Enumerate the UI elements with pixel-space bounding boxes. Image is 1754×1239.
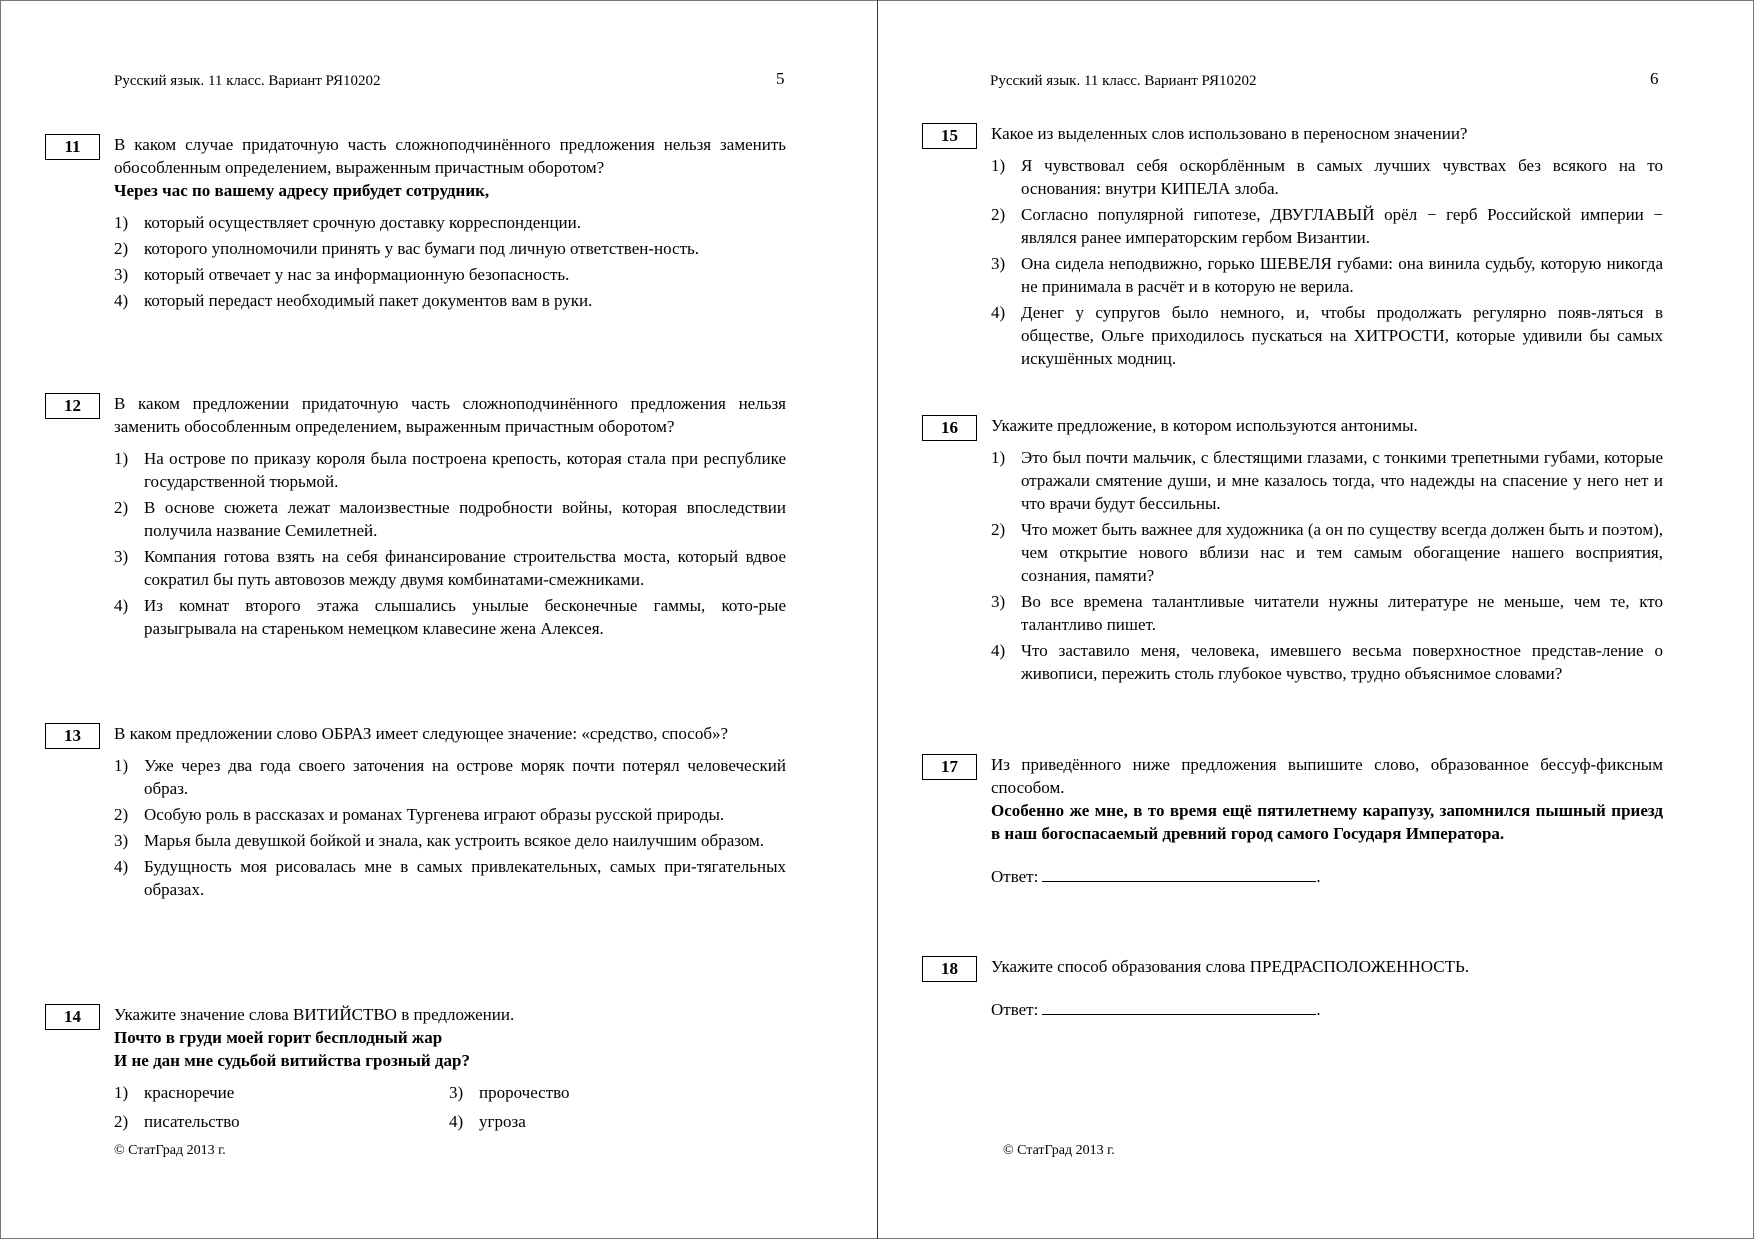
answer-row: Ответ: . (991, 867, 1321, 886)
task-question: В каком предложении слово ОБРАЗ имеет следующее значение: «средство, способ»? (114, 724, 729, 743)
task-number: 18 (922, 956, 977, 982)
page-number: 5 (776, 69, 785, 88)
task-number: 11 (45, 134, 100, 160)
option: 3) который отвечает у нас за информационную безопасность. (114, 265, 570, 284)
answer-row: Ответ: . (991, 1000, 1321, 1019)
option: 4) Что заставило меня, человека, имевшего весьма поверхностное представ-ление о живописи, пережить столь глубокое чувство, трудно объяснимое словами? (991, 641, 1663, 683)
page-footer: © СтатГрад 2013 г. (1003, 1143, 1115, 1158)
task-sentence: Особенно же мне, в то время ещё пятилетнему карапузу, запомнился пышный приезд в наш богоспасаемый древний город самого Государя Императора. (991, 801, 1663, 843)
task-question: Укажите значение слова ВИТИЙСТВО в предложении. (114, 1005, 515, 1024)
task-number: 17 (922, 754, 977, 780)
option: 2) Согласно популярной гипотезе, ДВУГЛАВЫЙ орёл − герб Российской империи − являлся ранее императорским гербом Византии. (991, 205, 1663, 247)
page-header: Русский язык. 11 класс. Вариант РЯ10202 (990, 73, 1257, 89)
answer-field[interactable] (1042, 867, 1316, 882)
task-question: В каком случае придаточную часть сложноподчинённого предложения нельзя заменить обособленным определением, выраженным причастным оборотом? (114, 135, 786, 177)
option: 1) Уже через два года своего заточения на острове моряк почти потерял человеческий образ. (114, 756, 786, 798)
option: 3) Компания готова взять на себя финансирование строительства моста, который вдвое сократил бы путь автовозов между двумя комбинатами-смежниками. (114, 547, 786, 589)
answer-label: Ответ: (991, 867, 1039, 886)
task-number: 16 (922, 415, 977, 441)
option: 1) Это был почти мальчик, с блестящими глазами, с тонкими трепетными губами, которые отражали смятение души, и мне казалось тогда, что надежды на спасение у него нет и что врачи будут бессильны. (991, 448, 1663, 513)
answer-label: Ответ: (991, 1000, 1039, 1019)
task-question: В каком предложении придаточную часть сложноподчинённого предложения нельзя заменить обособленным определением, выраженным причастным оборотом? (114, 394, 786, 436)
task-question: Укажите предложение, в котором используются антонимы. (991, 416, 1418, 435)
option: 4) угроза (449, 1112, 526, 1131)
option: 4) Денег у супругов было немного, и, чтобы продолжать регулярно появ-ляться в обществе, Ольге приходилось пускаться на ХИТРОСТИ, которые удивили бы самых искушённых модниц. (991, 303, 1663, 368)
option: 2) Особую роль в рассказах и романах Тургенева играют образы русской природы. (114, 805, 725, 824)
task-number: 14 (45, 1004, 100, 1030)
option: 1) На острове по приказу короля была построена крепость, которая стала при республике государственной тюрьмой. (114, 449, 786, 491)
option: 4) который передаст необходимый пакет документов вам в руки. (114, 291, 593, 310)
option: 3) Во все времена талантливые читатели нужны литературе не меньше, чем те, кто талантливо пишет. (991, 592, 1663, 634)
option: 1) который осуществляет срочную доставку корреспонденции. (114, 213, 581, 232)
task-question: Какое из выделенных слов использовано в переносном значении? (991, 124, 1468, 143)
option: 3) Марья была девушкой бойкой и знала, как устроить всякое дело наилучшим образом. (114, 831, 765, 850)
page-number: 6 (1650, 69, 1659, 88)
option: 2) писательство (114, 1112, 240, 1131)
page-header: Русский язык. 11 класс. Вариант РЯ10202 (114, 73, 381, 89)
option: 2) которого уполномочили принять у вас бумаги под личную ответствен-ность. (114, 239, 700, 258)
page-right (878, 0, 1754, 1239)
option: 1) Я чувствовал себя оскорблённым в самых лучших чувствах без всякого на то основания: внутри КИПЕЛА злоба. (991, 156, 1663, 198)
task-question: Из приведённого ниже предложения выпишите слово, образованное бессуф-фиксным способом. (991, 755, 1663, 797)
option: 3) пророчество (449, 1083, 570, 1102)
task-question: Укажите способ образования слова ПРЕДРАСПОЛОЖЕННОСТЬ. (991, 957, 1469, 976)
task-sentence: Через час по вашему адресу прибудет сотрудник, (114, 181, 490, 200)
page-footer: © СтатГрад 2013 г. (114, 1143, 226, 1158)
option: 4) Из комнат второго этажа слышались унылые бесконечные гаммы, кото-рые разыгрывала на стареньком немецком клавесине жена Алексея. (114, 596, 786, 638)
task-poem-line: Почто в груди моей горит бесплодный жар (114, 1028, 443, 1047)
option: 1) красноречие (114, 1083, 235, 1102)
task-number: 15 (922, 123, 977, 149)
option: 2) Что может быть важнее для художника (а он по существу всегда должен быть и поэтом), чем открытие нового вблизи нас и тем самым обогащение нашего восприятия, сознания, памяти? (991, 520, 1663, 585)
task-number: 13 (45, 723, 100, 749)
answer-field[interactable] (1042, 1000, 1316, 1015)
option: 2) В основе сюжета лежат малоизвестные подробности войны, которая впоследствии получила название Семилетней. (114, 498, 786, 540)
task-poem-line: И не дан мне судьбой витийства грозный дар? (114, 1051, 470, 1070)
option: 3) Она сидела неподвижно, горько ШЕВЕЛЯ губами: она винила судьбу, которую никогда не принимала в расчёт и в которую не верила. (991, 254, 1663, 296)
option: 4) Будущность моя рисовалась мне в самых привлекательных, самых при-тягательных образах. (114, 857, 786, 899)
task-number: 12 (45, 393, 100, 419)
